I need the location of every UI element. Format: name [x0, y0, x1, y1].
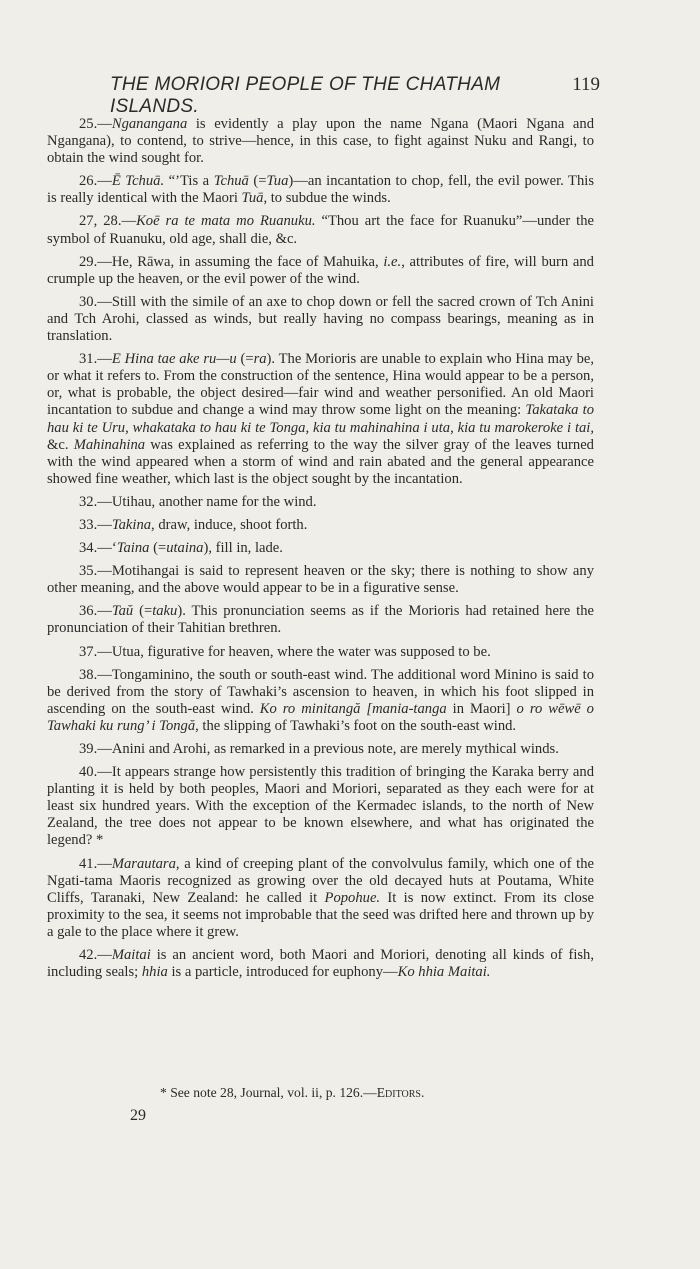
note-text: 37.—Utua, figurative for heaven, where the water was supposed to be.	[79, 643, 491, 660]
note-paragraph	[47, 213, 594, 247]
page-number: 119	[572, 74, 600, 95]
italic-text: Ko hhia Maitai.	[397, 964, 491, 981]
note-paragraph	[47, 603, 594, 637]
note-text: 40.—It appears strange how persistently this tradition of bringing the Karaka berry and planting it is held by both peoples, Maori and Moriori, separated as they each were for at least six hundred years. With the exception of the Kermadec islands, to the north of New Zealand, the tree does not appear to be known elsewhere, and what has originated the legend? *	[47, 764, 594, 849]
note-text: 42.—	[79, 947, 112, 964]
italic-text: hhia	[141, 964, 168, 981]
signature-mark: 29	[130, 1107, 146, 1124]
note-text: 39.—Anini and Arohi, as remarked in a previous note, are merely mythical winds.	[79, 741, 559, 757]
italic-text: Koē ra te mata mo Ruanuku.	[136, 213, 316, 230]
note-text: (=	[149, 540, 167, 557]
note-paragraph	[47, 116, 594, 167]
italic-text: Taina	[116, 540, 150, 557]
italic-text: Tuā	[241, 190, 264, 207]
note-text: , attributes of fire, will burn and crumple up the heaven, or the evil power of the wind.	[47, 253, 594, 287]
note-text: &c.	[47, 436, 74, 453]
note-text: 29.—He, Rāwa, in assuming the face of Mahuika,	[79, 253, 384, 270]
note-text: 36.—	[79, 603, 112, 620]
note-text: “Thou art the face for Ruanuku”—under the symbol of Ruanuku, old age, shall die, &c.	[47, 213, 594, 247]
note-text: , draw, induce, shoot forth.	[151, 516, 308, 533]
note-paragraph	[47, 667, 594, 735]
note-text: is a particle, introduced for euphony—	[167, 964, 398, 981]
note-text: “’Tis a	[164, 173, 214, 190]
note-text: , a kind of creeping plant of the convolvulus family, which one of the Ngati-tama Maoris recognized as growing over the old decayed huts at Poutama, White Cliffs, Taranaki, New Zealand: he called it	[47, 855, 594, 906]
note-text: (=	[133, 603, 153, 620]
note-text: in Maori]	[446, 700, 517, 717]
note-paragraph	[47, 494, 594, 511]
note-paragraph	[47, 517, 594, 534]
note-text: 34.—‘	[79, 540, 117, 557]
note-paragraph	[47, 764, 594, 849]
note-paragraph	[47, 351, 594, 488]
italic-text: utaina	[166, 540, 204, 557]
note-text: ). This pronunciation seems as if the Morioris had retained here the pronunciation of their Tahitian brethren.	[47, 603, 594, 637]
italic-text: E Hina tae ake ru—u	[111, 351, 237, 368]
note-paragraph	[47, 644, 594, 661]
note-text: 31.—	[79, 351, 112, 368]
italic-text: o ro wēwē o Tawhaki ku rung’ i Tongă,	[47, 700, 594, 734]
italic-text: taku	[152, 603, 178, 620]
note-text: (=	[248, 173, 267, 190]
note-text: is an ancient word, both Maori and Moriori, denoting all kinds of fish, including seals;	[47, 947, 594, 981]
footnote-editors: Editors.	[376, 1085, 425, 1100]
note-text: 26.—	[79, 173, 112, 190]
note-text: , to subdue the winds.	[263, 190, 391, 207]
note-text: 30.—Still with the simile of an axe to chop down or fell the sacred crown of Tch Anini and Tch Arohi, classed as winds, but really having no compass bearings, meaning as in translation.	[47, 293, 594, 345]
italic-text: Takina	[111, 516, 152, 533]
italic-text: i.e.	[383, 253, 402, 270]
running-title: THE MORIORI PEOPLE OF THE CHATHAM ISLANDS.	[110, 74, 501, 117]
italic-text: Popohue.	[324, 889, 381, 906]
note-paragraph	[47, 294, 594, 345]
note-paragraph	[47, 173, 594, 207]
italic-text: Mahinahina	[73, 436, 146, 453]
note-text: ), fill in, lade.	[203, 540, 283, 557]
note-text: 33.—	[79, 516, 112, 533]
note-paragraph	[47, 856, 594, 941]
note-text: 27, 28.—	[79, 213, 137, 230]
note-text: (=	[236, 351, 254, 368]
note-text: is evidently a play upon the name Ngana (Maori Ngana and Ngangana), to contend, to strive—hence, in this case, to fight against Nuku and Rangi, to obtain the wind sought for.	[47, 116, 594, 167]
italic-text: Maitai	[111, 947, 151, 964]
note-text: 35.—Motihangai is said to represent heaven or the sky; there is nothing to show any other meaning, and the above would appear to be in a figurative sense.	[47, 563, 594, 597]
note-text: 38.—Tongaminino, the south or south-east wind. The additional word Minino is said to be derived from the story of Tawhaki’s ascension to heaven, in which his foot slipped in ascending on the south-east wind.	[47, 666, 594, 717]
note-paragraph	[47, 254, 594, 288]
note-paragraph	[47, 540, 594, 557]
italic-text: Nganangana	[111, 116, 188, 132]
italic-text: Tchuā	[213, 173, 249, 190]
note-paragraph	[47, 947, 594, 981]
italic-text: Ē Tchuā.	[111, 173, 165, 190]
italic-text: ra	[253, 351, 267, 368]
note-paragraph	[47, 563, 594, 597]
notes-body	[47, 116, 594, 987]
note-text: 32.—Utihau, another name for the wind.	[79, 493, 317, 510]
italic-text: Taŭ	[111, 603, 134, 620]
footnote-text: * See note 28, Journal, vol. ii, p. 126.—	[160, 1085, 377, 1100]
italic-text: Ko ro minitangă [mania-tanga	[259, 700, 447, 717]
running-header	[110, 74, 600, 118]
note-text: )—an incantation to chop, fell, the evil power. This is really identical with the Maori	[47, 173, 594, 207]
italic-text: Tua	[266, 173, 289, 190]
note-text: the slipping of Tawhaki’s foot on the south-east wind.	[198, 717, 517, 734]
note-text: It is now extinct. From its close proximity to the sea, it seems not improbable that the seed was drifted here and thrown up by a gale to the place where it grew.	[47, 889, 594, 940]
note-text: was explained as referring to the way the silver gray of the leaves turned with the wind appeared when a storm of wind and rain abated and the general appearance showed fine weather, which last is the object sought by the incantation.	[47, 436, 594, 487]
italic-text: Marautara	[111, 855, 176, 872]
footnote	[160, 1085, 424, 1101]
note-text: 41.—	[79, 855, 112, 872]
note-paragraph	[47, 741, 594, 758]
note-text: 25.—	[79, 116, 112, 132]
italic-text: Takataka to hau ki te Uru, whakataka to hau ki te Tonga, kia tu mahinahina i uta, kia tu marokeroke i tai,	[47, 402, 594, 436]
note-text: ). The Morioris are unable to explain who Hina may be, or what it refers to. From the construction of the sentence, Hina would appear to be a person, or, what is probable, the object desired—fair wind and weather personified. An old Maori incantation to subdue and change a wind may throw some light on the meaning:	[47, 351, 594, 419]
